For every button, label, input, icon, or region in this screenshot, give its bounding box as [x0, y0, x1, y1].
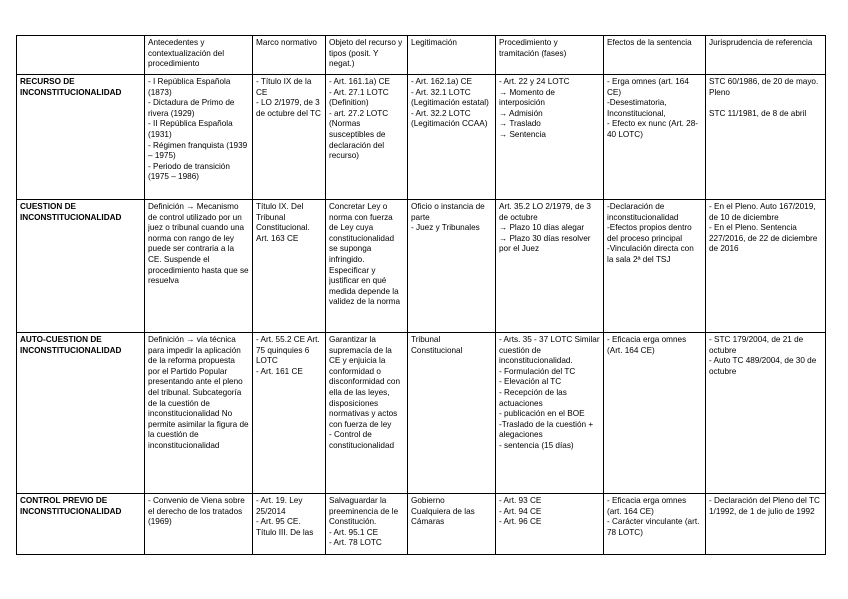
cell-line: - Art. 78 LOTC — [329, 538, 382, 548]
cell-line: - Art. 161 CE — [256, 366, 303, 376]
cell-line: - LO 2/1979, de 3 de octubre del TC — [256, 98, 321, 118]
cell-line: → Sentencia — [499, 129, 546, 139]
cell-line: - Art. 93 CE — [499, 496, 542, 505]
cell-line: - Eficacia erga omnes (Art. 164 CE) — [607, 335, 687, 355]
cell-line: - II República Española (1931) — [148, 119, 233, 139]
cell-line: - Art. 32.1 LOTC (Legitimación estatal) — [411, 87, 489, 108]
cell-line: - Art. 94 CE — [499, 506, 542, 516]
table-cell — [496, 200, 604, 333]
table-cell — [408, 75, 496, 200]
table-cell — [253, 494, 326, 555]
cell-line: → Admisión — [499, 108, 543, 118]
table-cell — [604, 494, 706, 555]
row-header: RECURSO DE INCONSTITUCIONALIDAD — [17, 75, 145, 200]
cell-line: -Traslado de la cuestión + alegaciones — [499, 419, 594, 440]
table-row — [17, 494, 826, 555]
cell-line: - Art. 95.1 CE — [329, 527, 379, 537]
cell-line: Título III. De las — [256, 527, 314, 537]
table-cell — [145, 494, 253, 555]
cell-line: - Periodo de transición (1975 – 1986) — [148, 161, 230, 182]
cell-line: - Recepción de las actuaciones — [499, 387, 567, 408]
comparison-table — [16, 35, 826, 555]
cell-line: Gobierno — [411, 496, 445, 505]
cell-line: - En el Pleno. Auto 167/2019, de 10 de diciembre — [709, 202, 816, 222]
column-header: Legitimación — [408, 36, 496, 75]
table-body — [17, 75, 826, 555]
table-cell — [253, 200, 326, 333]
column-header: Antecedentes y contextualización del procedimiento — [145, 36, 253, 75]
cell-line: Cualquiera de las Cámaras — [411, 506, 475, 527]
table-cell — [145, 200, 253, 333]
table-cell — [496, 75, 604, 200]
cell-line: Oficio o instancia de parte — [411, 202, 485, 222]
cell-line: Concretar Ley o norma con fuerza de Ley cuya constitucionalidad se suponga infringido. Especificar y justificar en qué medida depende la validez de la norma — [329, 202, 400, 307]
column-header: Efectos de la sentencia — [604, 36, 706, 75]
table-cell — [326, 75, 408, 200]
table-cell — [706, 333, 826, 494]
cell-line: -Desestimatoria, Inconstitucional, — [607, 98, 667, 118]
table-row — [17, 200, 826, 333]
table-cell — [706, 200, 826, 333]
cell-line: STC 60/1986, de 20 de mayo. Pleno — [709, 77, 819, 97]
cell-line: Garantizar la supremacía de la CE y enjuicia la conformidad o disconformidad con ella de las leyes, disposiciones normativas y actos con fuerza de ley — [329, 335, 400, 429]
cell-line: - publicación en el BOE — [499, 409, 585, 419]
cell-line: Definición → Mecanismo de control utilizado por un juez o tribunal cuando una norma con rango de ley puede ser contraria a la CE. Suspende el procedimiento hasta que se resuelva — [148, 202, 249, 286]
cell-line: -Declaración de inconstitucionalidad — [607, 202, 679, 222]
cell-line: Título IX. Del Tribunal Constitucional. Art. 163 CE — [256, 202, 310, 243]
cell-line: - Control de constitucionalidad — [329, 430, 395, 450]
cell-line: - Dictadura de Primo de rivera (1929) — [148, 98, 235, 118]
cell-line: Tribunal Constitucional — [411, 335, 463, 355]
cell-line: - Carácter vinculante (art. 78 LOTC) — [607, 517, 700, 537]
table-cell — [496, 333, 604, 494]
table-cell — [408, 494, 496, 555]
cell-line: Definición → vía técnica para impedir la aplicación de la reforma propuesta por el Partido Popular presentando ante el pleno del tribunal. Subcategoría de la cuestión de inconstitucionalidad No permite asimilar la figura de la cuestión de inconstitucionalidad — [148, 335, 249, 450]
cell-line: - Art. 19. Ley 25/2014 — [256, 496, 303, 516]
cell-line: → Plazo 10 días alegar — [499, 223, 585, 233]
cell-line: → Traslado — [499, 119, 541, 129]
table-cell — [326, 494, 408, 555]
cell-line: - Art. 55.2 CE Art. 75 quinquies 6 LOTC — [256, 335, 320, 366]
cell-line: - Juez y Tribunales — [411, 223, 480, 233]
column-header: Marco normativo — [253, 36, 326, 75]
table-cell — [326, 333, 408, 494]
cell-line: → Plazo 30 días resolver por el Juez — [499, 233, 591, 254]
cell-line: - Convenio de Viena sobre el derecho de los tratados (1969) — [148, 496, 245, 527]
table-cell — [253, 333, 326, 494]
row-header: CUESTION DE INCONSTITUCIONALIDAD — [17, 200, 145, 333]
cell-line: STC 11/1981, de 8 de abril — [709, 108, 807, 118]
cell-line: Art. 35.2 LO 2/1979, de 3 de octubre — [499, 202, 591, 222]
cell-line: - En el Pleno. Sentencia 227/2016, de 22 de diciembre de 2016 — [709, 223, 818, 254]
cell-line: - Art. 22 y 24 LOTC — [499, 77, 570, 86]
table-cell — [496, 494, 604, 555]
table-cell — [145, 75, 253, 200]
table-row — [17, 333, 826, 494]
cell-line: - Declaración del Pleno del TC 1/1992, de 1 de julio de 1992 — [709, 496, 820, 516]
header-row — [17, 36, 826, 75]
table-cell — [706, 494, 826, 555]
cell-line: - Auto TC 489/2004, de 30 de octubre — [709, 356, 817, 376]
cell-line: - STC 179/2004, de 21 de octubre — [709, 335, 804, 355]
cell-line: - Elevación al TC — [499, 377, 562, 387]
cell-line: → Momento de interposición — [499, 87, 555, 108]
cell-line: - I República Española (1873) — [148, 77, 231, 97]
table-cell — [145, 333, 253, 494]
cell-line: - Eficacia erga omnes (art. 164 CE) — [607, 496, 687, 516]
cell-gap — [709, 98, 822, 109]
table-cell — [604, 333, 706, 494]
table-cell — [326, 200, 408, 333]
column-header: Jurisprudencia de referencia — [706, 36, 826, 75]
cell-line: - Régimen franquista (1939 – 1975) — [148, 140, 248, 161]
cell-line: - Efecto ex nunc (Art. 28-40 LOTC) — [607, 119, 699, 139]
row-header: CONTROL PREVIO DE INCONSTITUCIONALIDAD — [17, 494, 145, 555]
table-cell — [706, 75, 826, 200]
cell-line: - Erga omnes (art. 164 CE) — [607, 77, 689, 97]
table-cell — [604, 75, 706, 200]
cell-line: - sentencia (15 días) — [499, 440, 574, 450]
cell-line: - Título IX de la CE — [256, 77, 312, 97]
column-header: Procedimiento y tramitación (fases) — [496, 36, 604, 75]
cell-line: - Art. 27.1 LOTC (Definition) — [329, 87, 389, 108]
cell-line: - Art. 32.2 LOTC (Legitimación CCAA) — [411, 108, 488, 129]
cell-line: -Efectos propios dentro del proceso principal — [607, 223, 692, 243]
table-cell — [253, 75, 326, 200]
column-header: Objeto del recurso y tipos (posit. Y negat.) — [326, 36, 408, 75]
table-cell — [408, 333, 496, 494]
table-cell — [604, 200, 706, 333]
cell-line: Salvaguardar la preeminencia de le Constitución. — [329, 496, 399, 527]
cell-line: - Art. 161.1a) CE — [329, 77, 390, 86]
cell-line: - Arts. 35 - 37 LOTC Similar cuestión de inconstitucionalidad. — [499, 335, 600, 366]
header-corner-cell — [17, 36, 145, 75]
row-header: AUTO-CUESTION DE INCONSTITUCIONALIDAD — [17, 333, 145, 494]
cell-line: -Vinculación directa con la sala 2ª del TSJ — [607, 244, 694, 264]
cell-line: - Art. 162.1a) CE — [411, 77, 472, 86]
cell-line: - Art. 96 CE — [499, 517, 542, 527]
cell-line: - Formulación del TC — [499, 366, 576, 376]
table-cell — [408, 200, 496, 333]
cell-line: - art. 27.2 LOTC (Normas susceptibles de declaración del recurso) — [329, 108, 389, 161]
cell-line: - Art. 95 CE. — [256, 517, 301, 527]
table-row — [17, 75, 826, 200]
